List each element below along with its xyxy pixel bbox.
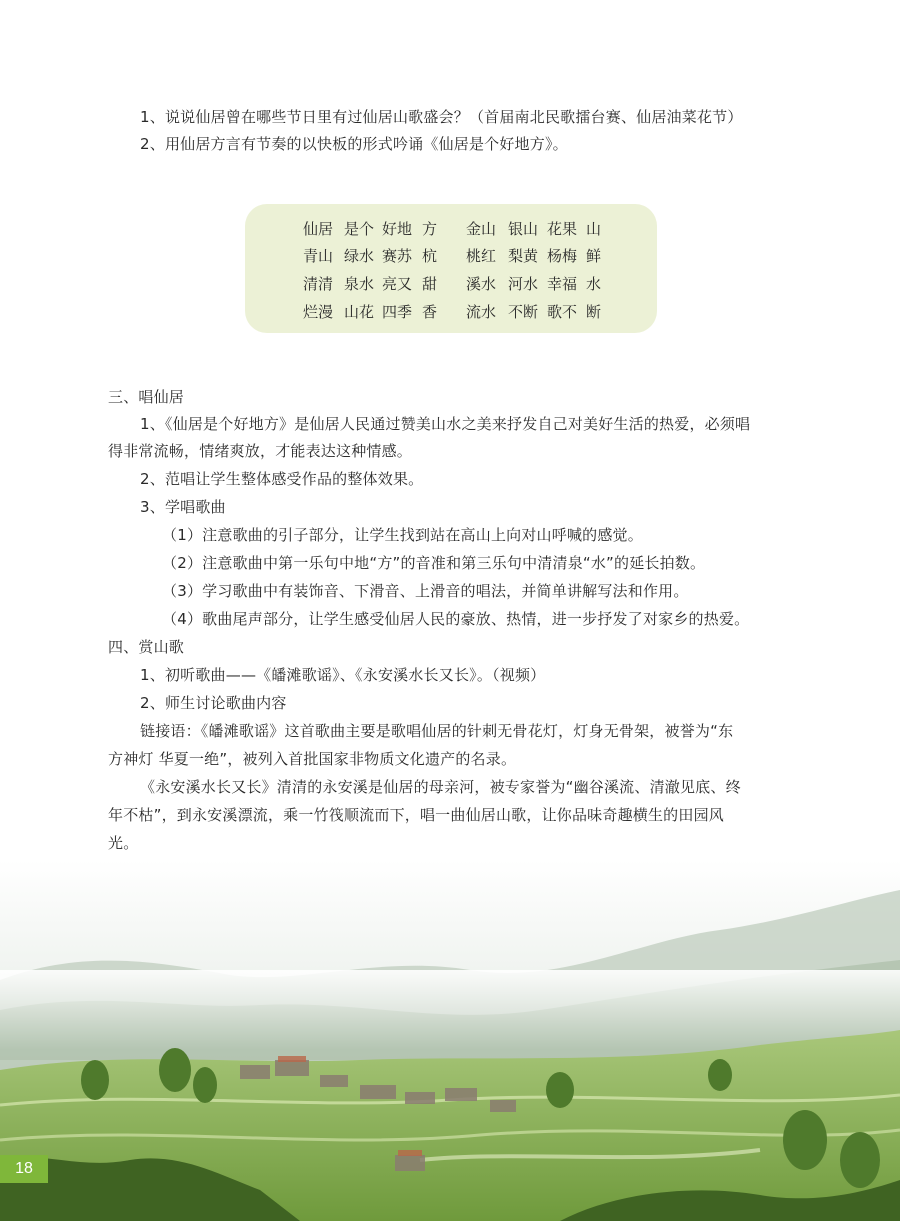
poem-word: 流水 bbox=[466, 303, 497, 321]
body-line: （4）歌曲尾声部分，让学生感受仙居人民的豪放、热情，进一步抒发了对家乡的热爱。 bbox=[162, 610, 750, 628]
body-line: 光。 bbox=[108, 834, 139, 852]
body-line: 1、《仙居是个好地方》是仙居人民通过赞美山水之美来抒发自己对美好生活的热爱，必须唱 bbox=[140, 415, 751, 433]
body-line: 四、赏山歌 bbox=[108, 638, 185, 656]
poem-row bbox=[245, 301, 657, 323]
body-line: （1）注意歌曲的引子部分，让学生找到站在高山上向对山呼喊的感觉。 bbox=[162, 526, 643, 544]
poem-word: 山 bbox=[586, 220, 602, 238]
poem-word: 梨黄 bbox=[508, 247, 539, 265]
poem-word: 幸福 bbox=[547, 275, 578, 293]
body-line: 1、初听歌曲——《皤滩歌谣》、《永安溪水长又长》。（视频） bbox=[140, 666, 546, 684]
body-line: （2）注意歌曲中第一乐句中地“方”的音准和第三乐句中清清泉“水”的延长拍数。 bbox=[162, 554, 706, 572]
poem-word: 杨梅 bbox=[547, 247, 578, 265]
poem-word: 是个 bbox=[344, 220, 375, 238]
poem-word: 溪水 bbox=[466, 275, 497, 293]
poem-word: 甜 bbox=[422, 275, 438, 293]
poem-word: 烂漫 bbox=[303, 303, 334, 321]
poem-word: 青山 bbox=[303, 247, 334, 265]
body-line: 方神灯 华夏一绝”，被列入首批国家非物质文化遗产的名录。 bbox=[108, 750, 517, 768]
poem-word: 仙居 bbox=[303, 220, 334, 238]
poem-word: 金山 bbox=[466, 220, 497, 238]
poem-row bbox=[245, 245, 657, 267]
body-line: 2、师生讨论歌曲内容 bbox=[140, 694, 287, 712]
poem-word: 银山 bbox=[508, 220, 539, 238]
body-line: 链接语：《皤滩歌谣》这首歌曲主要是歌唱仙居的针刺无骨花灯，灯身无骨架，被誉为“东 bbox=[140, 722, 734, 740]
poem-word: 歌不 bbox=[547, 303, 578, 321]
poem-word: 绿水 bbox=[344, 247, 375, 265]
poem-word: 河水 bbox=[508, 275, 539, 293]
poem-row bbox=[245, 273, 657, 295]
poem-box bbox=[245, 204, 657, 333]
poem-row bbox=[245, 218, 657, 240]
poem-word: 四季 bbox=[382, 303, 413, 321]
poem-word: 泉水 bbox=[344, 275, 375, 293]
poem-word: 香 bbox=[422, 303, 438, 321]
question-1: 1、说说仙居曾在哪些节日里有过仙居山歌盛会？（首届南北民歌擂台赛、仙居油菜花节） bbox=[140, 108, 743, 126]
body-line: 得非常流畅，情绪爽放，才能表达这种情感。 bbox=[108, 442, 413, 460]
poem-word: 清清 bbox=[303, 275, 334, 293]
poem-word: 方 bbox=[422, 220, 438, 238]
poem-word: 好地 bbox=[382, 220, 413, 238]
poem-word: 水 bbox=[586, 275, 602, 293]
body-line: 《永安溪水长又长》清清的永安溪是仙居的母亲河，被专家誉为“幽谷溪流、清澈见底、终 bbox=[140, 778, 741, 796]
poem-word: 亮又 bbox=[382, 275, 413, 293]
poem-word: 断 bbox=[586, 303, 602, 321]
page-number: 18 bbox=[15, 1160, 33, 1177]
poem-word: 不断 bbox=[508, 303, 539, 321]
poem-word: 山花 bbox=[344, 303, 375, 321]
question-2: 2、用仙居方言有节奏的以快板的形式吟诵《仙居是个好地方》。 bbox=[140, 135, 568, 153]
poem-word: 鲜 bbox=[586, 247, 602, 265]
landscape-illustration bbox=[0, 860, 900, 1221]
poem-word: 花果 bbox=[547, 220, 578, 238]
body-line: 3、学唱歌曲 bbox=[140, 498, 226, 516]
poem-word: 杭 bbox=[422, 247, 438, 265]
body-line: （3）学习歌曲中有装饰音、下滑音、上滑音的唱法，并简单讲解写法和作用。 bbox=[162, 582, 689, 600]
body-line: 年不枯”，到永安溪漂流，乘一竹筏顺流而下，唱一曲仙居山歌，让你品味奇趣横生的田园风 bbox=[108, 806, 724, 824]
poem-word: 桃红 bbox=[466, 247, 497, 265]
body-line: 2、范唱让学生整体感受作品的整体效果。 bbox=[140, 470, 424, 488]
body-line: 三、唱仙居 bbox=[108, 388, 185, 406]
poem-word: 赛苏 bbox=[382, 247, 413, 265]
page-number-tab bbox=[0, 1155, 48, 1183]
